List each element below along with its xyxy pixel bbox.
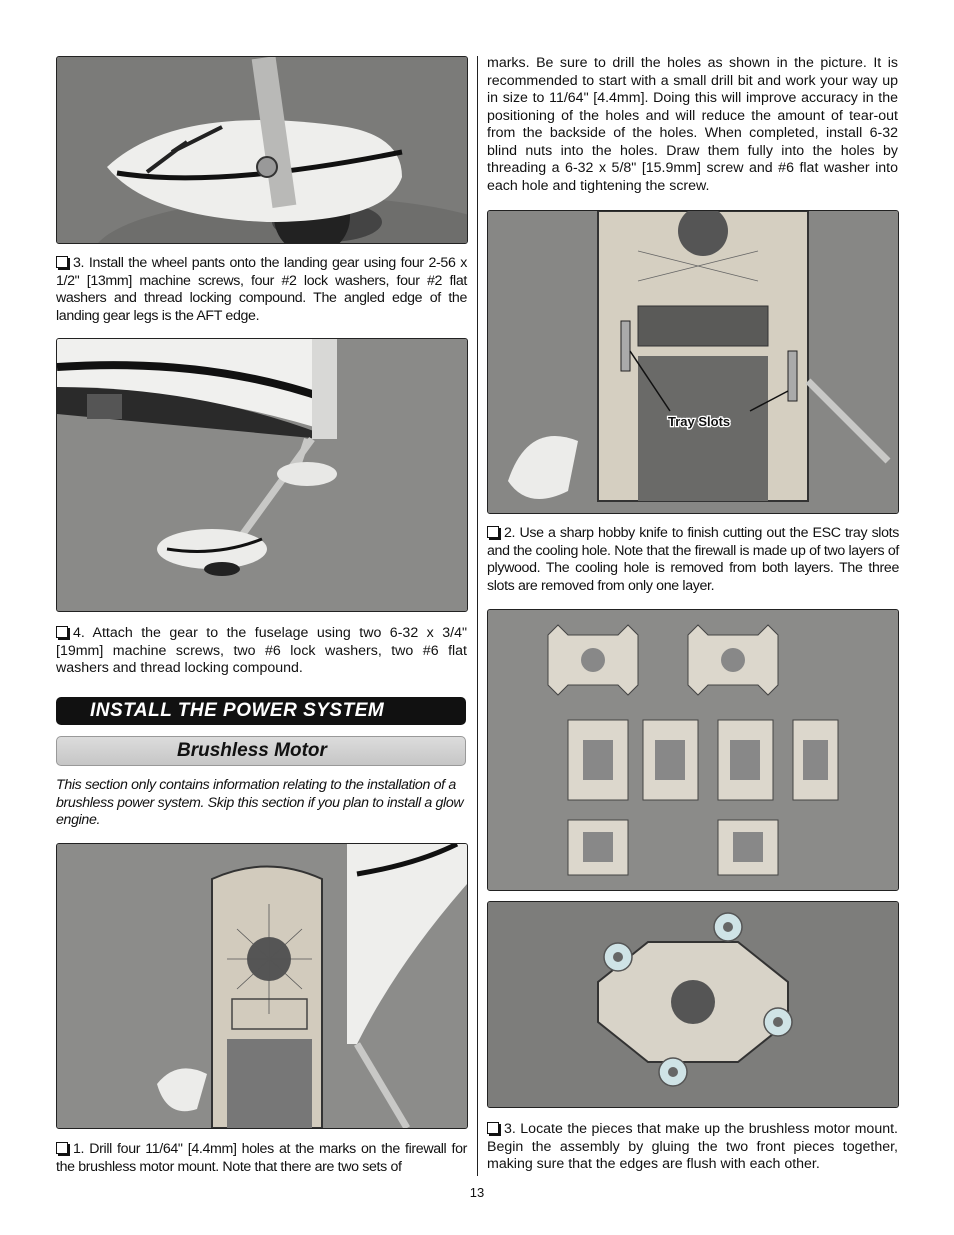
checkbox-icon[interactable]	[56, 626, 68, 638]
page-number: 13	[469, 1185, 485, 1200]
photo-mount-pieces	[487, 609, 899, 891]
photo-label-tray-slots: Tray Slots	[668, 414, 731, 429]
checkbox-icon[interactable]	[487, 526, 499, 538]
photo-tray-slots	[487, 210, 899, 514]
column-divider	[477, 56, 478, 1176]
checkbox-icon[interactable]	[56, 256, 68, 268]
photo-firewall-marks	[56, 843, 468, 1129]
checkbox-icon[interactable]	[56, 1142, 68, 1154]
checkbox-icon[interactable]	[487, 1122, 499, 1134]
photo-wheel-pant	[56, 56, 468, 244]
step-1-continued: marks. Be sure to drill the holes as shown in the picture. It is recommended to start with a small drill bit and work your way up in size to 11/64" [4.4mm]. Doing this will improve accuracy in the positioning of the holes and will reduce the amount of tear-out from the backside of the holes. When completed, install 6-32 blind nuts into the holes. Draw them fully into the holes by threading a 6-32 x 5/8" [15.9mm] screw and #6 flat washer into each hole and tightening the screw.	[487, 55, 898, 194]
section-intro: This section only contains information relating to the installation of a brushless power system. Skip this section if you plan to install a glow engine.	[56, 777, 464, 828]
photo-landing-gear	[56, 338, 468, 612]
step-4-attach-gear: 4. Attach the gear to the fuselage using two 6-32 x 3/4" [19mm] machine screws, two #6 lock washers, two #6 flat washers and thread locking compound.	[56, 625, 467, 676]
step-1-drill-holes: 1. Drill four 11/64" [4.4mm] holes at the marks on the firewall for the brushless motor mount. Note that there are two sets of	[56, 1141, 467, 1175]
step-2-cut-slots: 2. Use a sharp hobby knife to finish cutting out the ESC tray slots and the cooling hole. Note that the firewall is made up of two layers of plywood. The cooling hole is removed from both layers. The three slots are removed from only one layer.	[487, 525, 899, 594]
step-3-locate-pieces: 3. Locate the pieces that make up the brushless motor mount. Begin the assembly by gluing the two front pieces together, making sure that the edges are flush with each other.	[487, 1121, 898, 1172]
photo-assembled-mount	[487, 901, 899, 1108]
subsection-heading: Brushless Motor	[56, 736, 466, 766]
section-heading: INSTALL THE POWER SYSTEM	[56, 697, 466, 725]
step-3-wheel-pants: 3. Install the wheel pants onto the landing gear using four 2-56 x 1/2" [13mm] machine screws, four #2 lock washers, four #2 flat washers and thread locking compound. The angled edge of the landing gear legs is the AFT edge.	[56, 255, 467, 324]
